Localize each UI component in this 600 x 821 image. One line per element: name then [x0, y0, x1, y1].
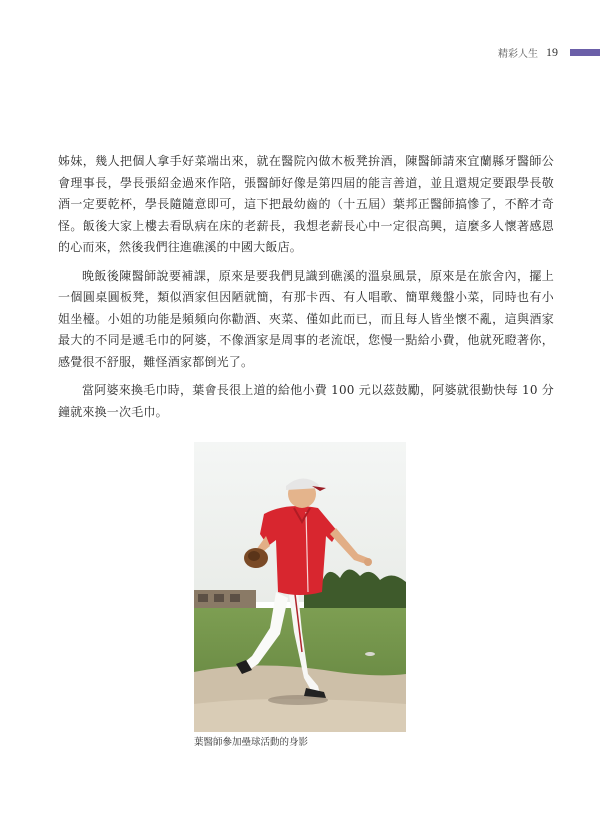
- article-body: [58, 151, 554, 430]
- softball-photo: [194, 442, 406, 732]
- paragraph-1: 姊妹，幾人把個人拿手好菜端出來，就在醫院內做木板凳拚酒，陳醫師請來宜蘭縣牙醫師公會理事長，學長張紹金過來作陪，張醫師好像是第四屆的能言善道，並且還規定要跟學長敬酒一定要乾杯，學長隨隨意即可，這下把最幼齒的（十五屆）葉邦正醫師搞慘了，不醉才奇怪。飯後大家上樓去看臥病在床的老薪長，我想老薪長心中一定很高興，這麼多人懷著感恩的心而來，然後我們往進礁溪的中國大飯店。: [58, 154, 554, 254]
- paragraph-2: 晚飯後陳醫師說要補課，原來是要我們見識到礁溪的溫泉風景，原來是在旅舍內，擺上一個圓桌圓板凳，類似酒家但因陋就簡，有那卡西、有人唱歌、簡單幾盤小菜，同時也有小姐坐檯。小姐的功能是頻頻向你勸酒、夾菜、僅如此而已，而且每人皆坐懷不亂，這與酒家最大的不同是遞毛巾的阿婆，不像酒家是周事的老流氓，您慢一點給小費，他就死瞪著你，感覺很不舒服，難怪酒家都倒光了。: [58, 268, 554, 369]
- photo-caption: 葉醫師參加壘球活動的身影: [194, 737, 309, 748]
- page-number: 19: [546, 44, 558, 59]
- accent-bar: [570, 49, 600, 56]
- paragraph-3: 當阿婆來換毛巾時，葉會長很上道的給他小費 100 元以茲鼓勵，阿婆就很勤快每 10 分鐘就來換一次毛巾。: [58, 383, 554, 419]
- running-header: [498, 44, 600, 60]
- section-title: 精彩人生: [498, 48, 538, 60]
